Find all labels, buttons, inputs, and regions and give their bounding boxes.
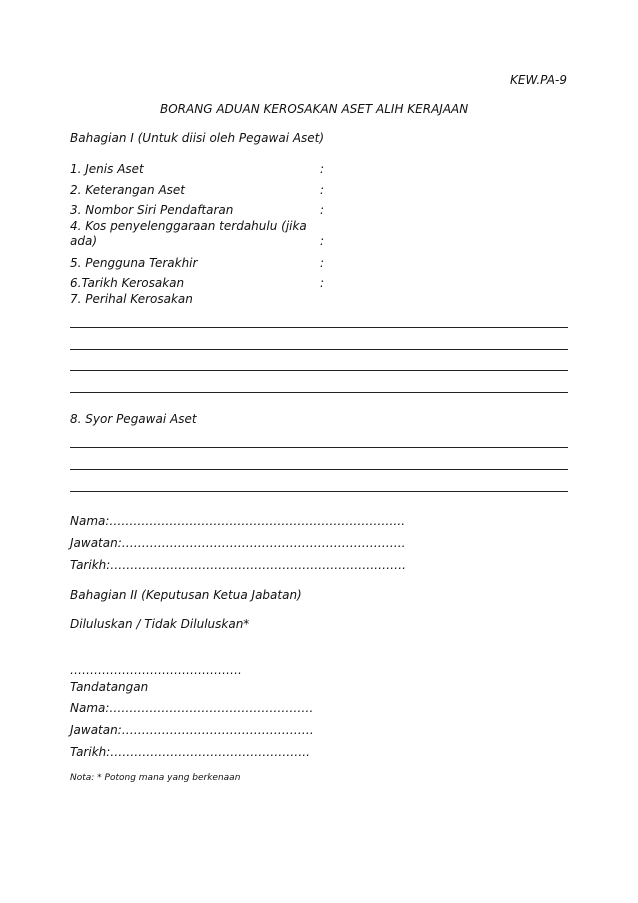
field-maintenance-cost-label-line1: 4. Kos penyelenggaraan terdahulu (jika xyxy=(70,219,307,233)
field-last-user-label: 5. Pengguna Terakhir xyxy=(70,256,198,270)
recommendation-line-3 xyxy=(70,491,568,492)
officer-date: Tarikh:………………………………………………………….……. xyxy=(70,558,406,572)
form-code: KEW.PA-9 xyxy=(510,73,567,87)
field-asset-description-colon: : xyxy=(320,183,325,197)
head-name: Nama:…………………………………………… xyxy=(70,701,314,715)
footnote: Nota: * Potong mana yang berkenaan xyxy=(70,773,241,783)
field-maintenance-cost-colon: : xyxy=(320,234,325,248)
form-title: BORANG ADUAN KEROSAKAN ASET ALIH KERAJAAN xyxy=(160,102,469,116)
field-last-user-colon: : xyxy=(320,256,325,270)
part1-heading: Bahagian I (Untuk diisi oleh Pegawai Aset) xyxy=(70,131,325,145)
field-asset-type-label: 1. Jenis Aset xyxy=(70,162,144,176)
damage-line-4 xyxy=(70,392,568,393)
damage-line-3 xyxy=(70,370,568,371)
part2-heading: Bahagian II (Keputusan Ketua Jabatan) xyxy=(70,588,302,602)
recommendation-label: 8. Syor Pegawai Aset xyxy=(70,412,197,426)
field-maintenance-cost-label-line2: ada) xyxy=(70,234,98,248)
field-registration-number-label: 3. Nombor Siri Pendaftaran xyxy=(70,203,234,217)
field-damage-date-colon: : xyxy=(320,276,325,290)
field-registration-number-colon: : xyxy=(320,203,325,217)
signature-line: ……………………………………. xyxy=(70,663,242,677)
damage-line-2 xyxy=(70,349,568,350)
field-damage-date-label: 6.Tarikh Kerosakan xyxy=(70,276,185,290)
decision-text: Diluluskan / Tidak Diluluskan* xyxy=(70,617,250,631)
officer-position: Jawatan:…………………………………………………………….. xyxy=(70,536,406,550)
head-position: Jawatan:………………………………………… xyxy=(70,723,314,737)
recommendation-line-2 xyxy=(70,469,568,470)
officer-name: Nama:……………………………………………………………….. xyxy=(70,514,406,528)
damage-line-1 xyxy=(70,327,568,328)
damage-description-label: 7. Perihal Kerosakan xyxy=(70,292,193,306)
signature-label: Tandatangan xyxy=(70,680,149,694)
recommendation-line-1 xyxy=(70,447,568,448)
field-asset-description-label: 2. Keterangan Aset xyxy=(70,183,186,197)
head-date: Tarikh:………………………………………….. xyxy=(70,745,310,759)
field-asset-type-colon: : xyxy=(320,162,325,176)
